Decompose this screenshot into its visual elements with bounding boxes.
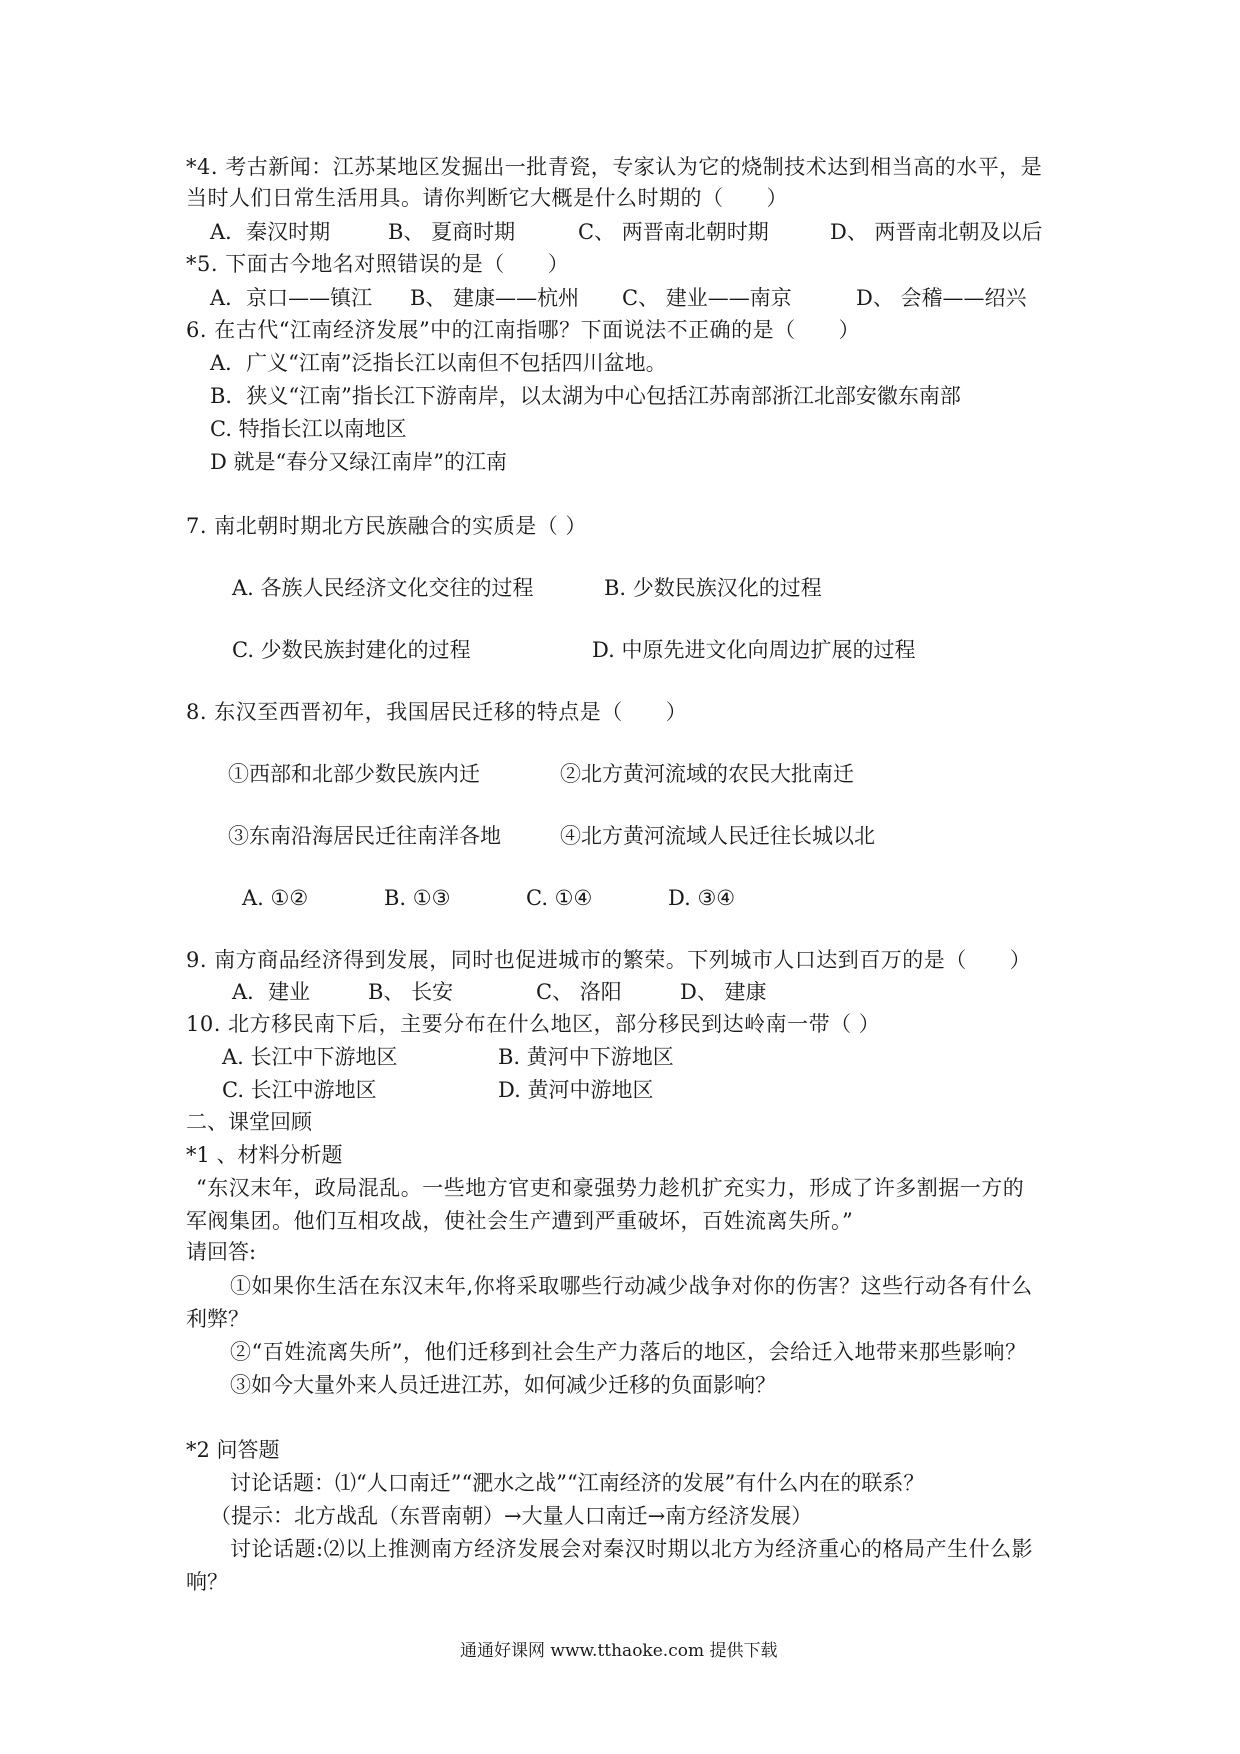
q7-option-d: D. 中原先进文化向周边扩展的过程 <box>592 638 916 662</box>
q8-stem: 8. 东汉至西晋初年，我国居民迁移的特点是（ ） <box>186 700 688 724</box>
answer-prompt: 请回答: <box>186 1240 257 1264</box>
q9-option-c: C、 洛阳 <box>536 980 622 1004</box>
q6-option-a: A．广义“江南”泛指长江以南但不包括四川盆地。 <box>210 351 667 375</box>
qa-title: *2 问答题 <box>186 1438 280 1462</box>
material-quote-line1: “东汉末年，政局混乱。一些地方官吏和豪强势力趁机扩充实力，形成了许多割据一方的 <box>196 1176 1025 1200</box>
q4-option-d: D、 两晋南北朝及以后 <box>830 220 1043 244</box>
material-analysis-title: *1 、材料分析题 <box>186 1143 343 1167</box>
q7-option-c: C. 少数民族封建化的过程 <box>232 638 471 662</box>
q8-item-4: ④北方黄河流域人民迁往长城以北 <box>560 824 875 848</box>
q8-item-1: ①西部和北部少数民族内迁 <box>228 762 480 786</box>
q7-option-a: A. 各族人民经济文化交往的过程 <box>232 576 534 600</box>
q10-option-b: B. 黄河中下游地区 <box>498 1045 674 1069</box>
q4-stem-line1: *4. 考古新闻：江苏某地区发掘出一批青瓷，专家认为它的烧制技术达到相当高的水平，是 <box>186 155 1043 179</box>
material-quote-line2: 军阀集团。他们互相攻战，使社会生产遭到严重破坏，百姓流离失所。” <box>186 1209 854 1233</box>
q5-option-a: A．京口——镇江 <box>210 286 373 310</box>
q6-stem: 6. 在古代“江南经济发展”中的江南指哪？下面说法不正确的是（ ） <box>186 318 861 342</box>
discussion-topic-2-line2: 响？ <box>186 1570 228 1594</box>
q5-option-b: B、 建康——杭州 <box>410 286 580 310</box>
q8-option-b: B. ①③ <box>384 886 451 910</box>
q8-item-3: ③东南沿海居民迁往南洋各地 <box>228 824 501 848</box>
sub-question-2: ②“百姓流离失所”，他们迁移到社会生产力落后的地区，会给迁入地带来那些影响？ <box>230 1340 1027 1364</box>
q6-option-b: B．狭义“江南”指长江下游南岸，以太湖为中心包括江苏南部浙江北部安徽东南部 <box>210 384 961 408</box>
q9-option-d: D、 建康 <box>680 980 767 1004</box>
q7-option-b: B. 少数民族汉化的过程 <box>604 576 822 600</box>
q9-stem: 9. 南方商品经济得到发展，同时也促进城市的繁荣。下列城市人口达到百万的是（ ） <box>186 948 1032 972</box>
q5-option-d: D、 会稽——绍兴 <box>856 286 1027 310</box>
q9-option-a: A．建业 <box>232 980 311 1004</box>
sub-question-1-line2: 利弊？ <box>186 1307 249 1331</box>
q4-option-c: C、 两晋南北朝时期 <box>578 220 769 244</box>
sub-question-3: ③如今大量外来人员迁进江苏，如何减少迁移的负面影响？ <box>230 1373 776 1397</box>
q10-option-c: C. 长江中游地区 <box>222 1078 377 1102</box>
discussion-hint: （提示：北方战乱（东晋南朝）→大量人口南迁→南方经济发展） <box>210 1504 813 1528</box>
q8-option-a: A. ①② <box>242 886 309 910</box>
page-footer: 通通好课网 www.tthaoke.com 提供下载 <box>460 1641 778 1661</box>
q4-option-a: A．秦汉时期 <box>210 220 331 244</box>
q6-option-d: D 就是“春分又绿江南岸”的江南 <box>210 450 507 474</box>
q5-option-c: C、 建业——南京 <box>622 286 792 310</box>
q5-stem: *5. 下面古今地名对照错误的是（ ） <box>186 252 570 276</box>
q9-option-b: B、 长安 <box>368 980 454 1004</box>
q10-option-d: D. 黄河中游地区 <box>498 1078 654 1102</box>
q8-option-d: D. ③④ <box>668 886 736 910</box>
q10-option-a: A. 长江中下游地区 <box>222 1045 398 1069</box>
q4-option-b: B、 夏商时期 <box>388 220 516 244</box>
discussion-topic-1: 讨论话题：⑴“人口南迁”“淝水之战”“江南经济的发展”有什么内在的联系？ <box>230 1471 925 1495</box>
section2-heading: 二、课堂回顾 <box>186 1110 312 1134</box>
sub-question-1-line1: ①如果你生活在东汉末年,你将采取哪些行动减少战争对你的伤害？这些行动各有什么 <box>230 1274 1033 1298</box>
q4-stem-line2: 当时人们日常生活用具。请你判断它大概是什么时期的（ ） <box>186 186 788 210</box>
discussion-topic-2-line1: 讨论话题:⑵以上推测南方经济发展会对秦汉时期以北方为经济重心的格局产生什么影 <box>230 1537 1034 1561</box>
q7-stem: 7. 南北朝时期北方民族融合的实质是（ ） <box>186 514 587 538</box>
q8-item-2: ②北方黄河流域的农民大批南迁 <box>560 762 854 786</box>
q8-option-c: C. ①④ <box>526 886 593 910</box>
q6-option-c: C. 特指长江以南地区 <box>210 417 407 441</box>
q10-stem: 10. 北方移民南下后，主要分布在什么地区，部分移民到达岭南一带（ ） <box>186 1012 881 1036</box>
